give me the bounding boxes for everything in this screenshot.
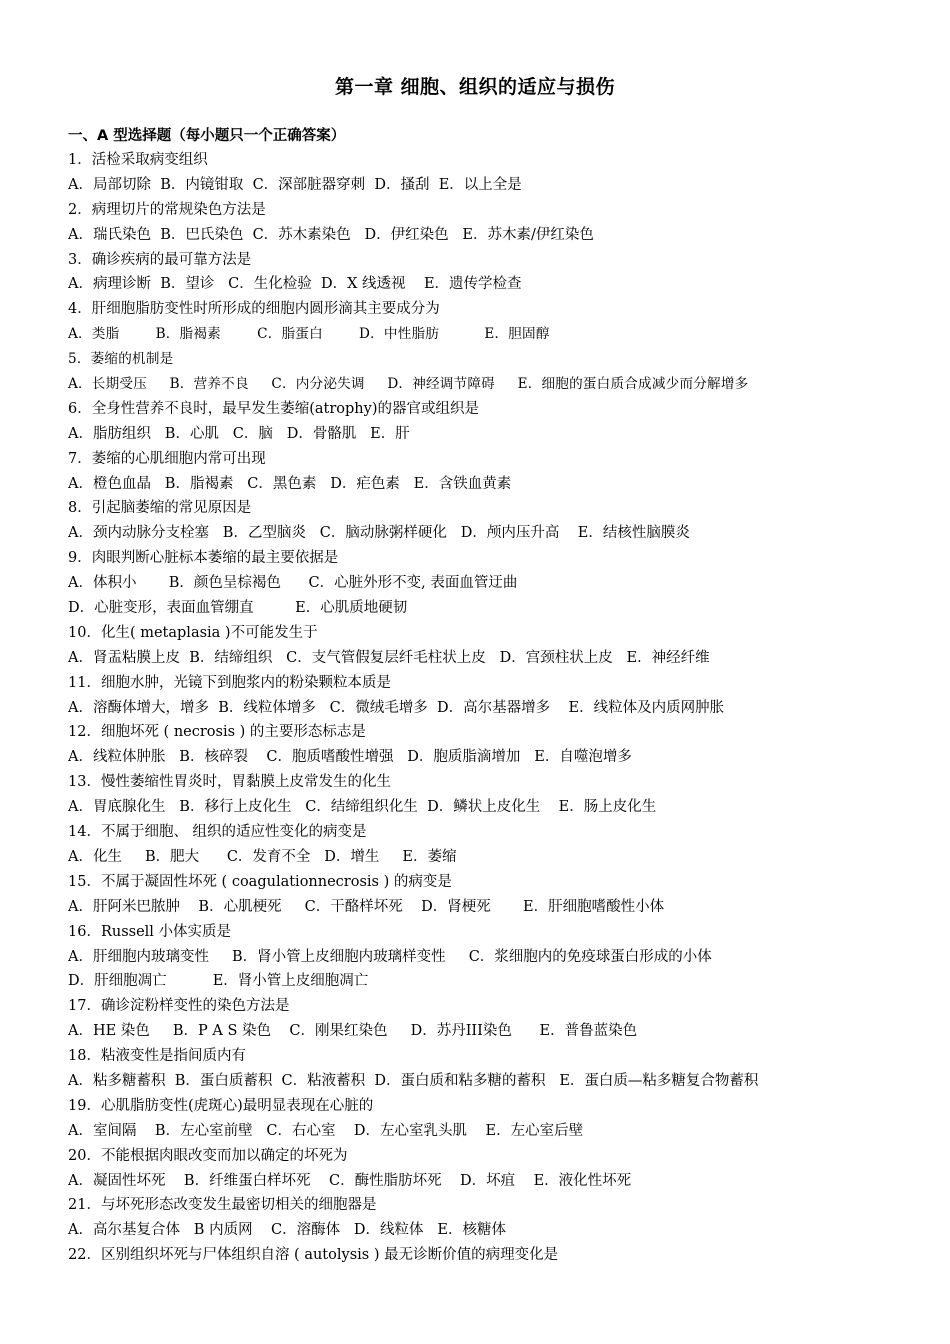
- answer-options-line: A．病理诊断 B．望诊 C．生化检验 D．X 线透视 E．遗传学检查: [68, 276, 522, 293]
- question-line: 1．活检采取病变组织: [68, 152, 208, 168]
- answer-options-line: A．颈内动脉分支栓塞 B．乙型脑炎 C．脑动脉粥样硬化 D．颅内压升高 E．结核性脑膜炎: [68, 525, 690, 542]
- answer-options-line: D．心脏变形，表面血管绷直 E．心肌质地硬韧: [68, 600, 408, 617]
- answer-options-line: A．体积小 B．颜色呈棕褐色 C．心脏外形不变, 表面血管迂曲: [68, 575, 518, 592]
- question-line: 4．肝细胞脂肪变性时所形成的细胞内圆形滴其主要成分为: [68, 301, 440, 318]
- answer-options-line: A．线粒体肿胀 B．核碎裂 C．胞质嗜酸性增强 D．胞质脂滴增加 E．自噬泡增多: [68, 749, 632, 766]
- answer-options-line: A．肝细胞内玻璃变性 B．肾小管上皮细胞内玻璃样变性 C．浆细胞内的免疫球蛋白形成的小体: [68, 948, 712, 965]
- question-line: 2．病理切片的常规染色方法是: [68, 201, 266, 218]
- question-line: 7．萎缩的心肌细胞内常可出现: [68, 450, 266, 467]
- question-line: 20．不能根据肉眼改变而加以确定的坏死为: [68, 1147, 348, 1164]
- section-heading: 一、A 型选择题（每小题只一个正确答案）: [68, 128, 346, 144]
- question-line: 22．区别组织坏死与尸体组织自溶 ( autolysis ) 最无诊断价值的病理变化是: [68, 1247, 559, 1264]
- answer-options-line: A．室间隔 B．左心室前壁 C．右心室 D．左心室乳头肌 E．左心室后壁: [68, 1122, 584, 1139]
- chapter-title: 第一章 细胞、组织的适应与损伤: [334, 76, 616, 98]
- answer-options-line: A．肾盂粘膜上皮 B．结缔组织 C．支气管假复层纤毛柱状上皮 D．宫颈柱状上皮 E．神经纤维: [68, 649, 710, 666]
- answer-options-line: A．肝阿米巴脓肿 B．心肌梗死 C．干酪样坏死 D．肾梗死 E．肝细胞嗜酸性小体: [68, 898, 665, 915]
- question-line: 9．肉眼判断心脏标本萎缩的最主要依据是: [68, 550, 339, 567]
- answer-options-line: D．肝细胞凋亡 E．肾小管上皮细胞凋亡: [68, 973, 369, 990]
- question-line: 19．心肌脂肪变性(虎斑心)最明显表现在心脏的: [68, 1097, 374, 1114]
- question-line: 10．化生( metaplasia )不可能发生于: [68, 624, 318, 641]
- question-line: 18．粘液变性是指间质内有: [68, 1048, 246, 1065]
- answer-options-line: A．化生 B．肥大 C．发育不全 D．增生 E．萎缩: [68, 848, 457, 865]
- question-line: 13．慢性萎缩性胃炎时，胃黏膜上皮常发生的化生: [68, 774, 391, 791]
- answer-options-line: A．瑞氏染色 B．巴氏染色 C．苏木素染色 D．伊红染色 E．苏木素/伊红染色: [68, 226, 594, 243]
- question-line: 8．引起脑萎缩的常见原因是: [68, 500, 252, 517]
- answer-options-line: A．高尔基复合体 B 内质网 C．溶酶体 D．线粒体 E．核糖体: [68, 1222, 506, 1239]
- answer-options-line: A．溶酶体增大，增多 B．线粒体增多 C．微绒毛增多 D．高尔基器增多 E．线粒体及内质网肿胀: [68, 699, 725, 716]
- answer-options-line: A．局部切除 B．内镜钳取 C．深部脏器穿刺 D．搔刮 E．以上全是: [68, 176, 522, 193]
- question-line: 3．确诊疾病的最可靠方法是: [68, 251, 252, 268]
- answer-options-line: A．脂肪组织 B．心肌 C．脑 D．骨骼肌 E．肝: [68, 425, 410, 442]
- question-line: 14．不属于细胞、 组织的适应性变化的病变是: [68, 824, 367, 841]
- question-line: 21．与坏死形态改变发生最密切相关的细胞器是: [68, 1197, 377, 1214]
- question-line: 6．全身性营养不良时，最早发生萎缩(atrophy)的器官或组织是: [68, 400, 479, 417]
- question-line: 12．细胞坏死 ( necrosis ) 的主要形态标志是: [68, 724, 366, 741]
- question-line: 15．不属于凝固性坏死 ( coagulationnecrosis ) 的病变是: [68, 873, 452, 890]
- answer-options-line: A．粘多糖蓄积 B．蛋白质蓄积 C．粘液蓄积 D．蛋白质和粘多糖的蓄积 E．蛋白质—粘多糖复合物蓄积: [68, 1072, 759, 1089]
- answer-options-line: A．橙色血晶 B．脂褐素 C．黑色素 D．疟色素 E．含铁血黄素: [68, 475, 512, 492]
- question-list: [68, 148, 928, 1268]
- answer-options-line: A．凝固性坏死 B．纤维蛋白样坏死 C．酶性脂肪坏死 D．坏疽 E．液化性坏死: [68, 1172, 632, 1189]
- answer-options-line: A．HE 染色 B．P A S 染色 C．刚果红染色 D．苏丹III染色 E．普鲁蓝染色: [68, 1023, 638, 1040]
- answer-options-line: A．类脂 B．脂褐素 C．脂蛋白 D．中性脂肪 E．胆固醇: [68, 326, 550, 343]
- question-line: 11．细胞水肿，光镜下到胞浆内的粉染颗粒本质是: [68, 674, 391, 691]
- answer-options-line: A．长期受压 B．营养不良 C．内分泌失调 D．神经调节障碍 E．细胞的蛋白质合成减少而分解增多: [68, 376, 749, 393]
- question-line: 16．Russell 小体实质是: [68, 923, 232, 940]
- question-line: 17．确诊淀粉样变性的染色方法是: [68, 998, 290, 1015]
- question-line: 5．萎缩的机制是: [68, 351, 174, 368]
- answer-options-line: A．胃底腺化生 B．移行上皮化生 C．结缔组织化生 D．鳞状上皮化生 E．肠上皮化生: [68, 799, 657, 816]
